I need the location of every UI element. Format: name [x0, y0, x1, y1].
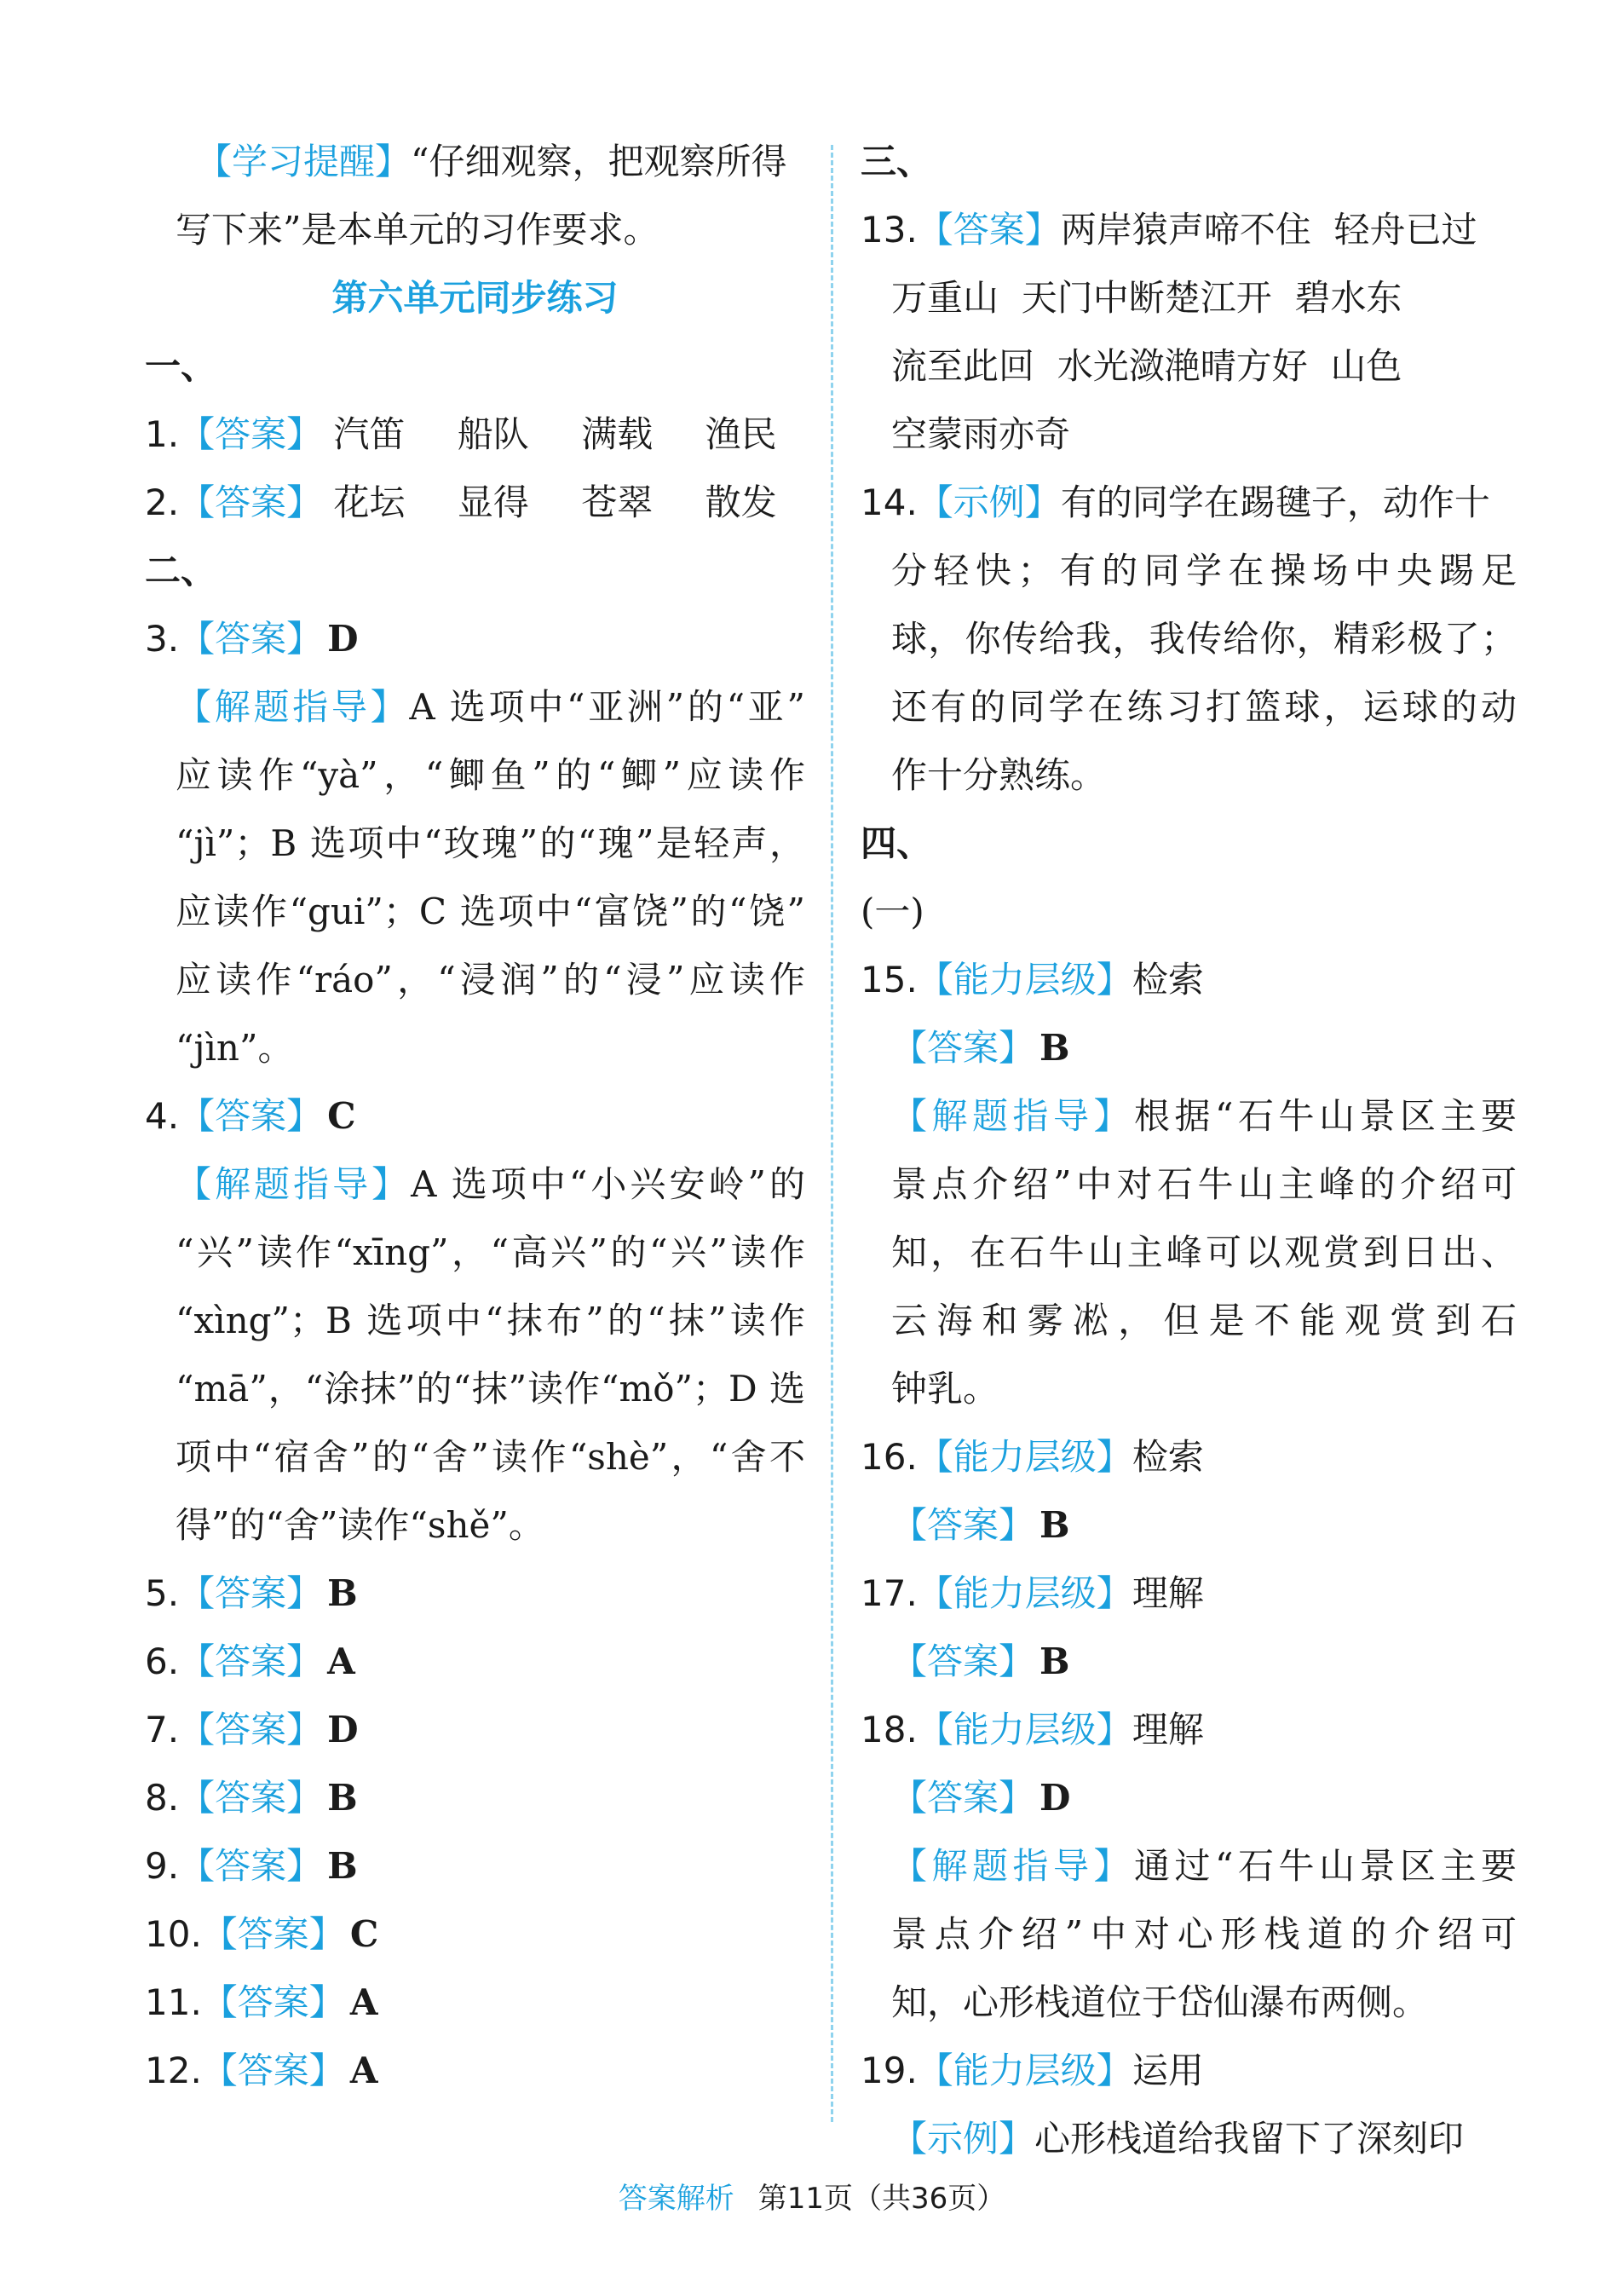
study-tip-line-2: 写下来”是本单元的习作要求。	[176, 209, 659, 251]
question-13-line: 万重山 天门中断楚江开 碧水东	[891, 277, 1402, 319]
question-15-answer: 【答案】 B	[891, 1027, 1070, 1069]
question-18-guide-line: 【解题指导】通过“石牛山景区主要	[891, 1845, 1517, 1887]
question-15-guide-line: 【解题指导】根据“石牛山景区主要	[891, 1095, 1517, 1137]
question-15-guide-line: 钟乳。	[891, 1368, 999, 1410]
subsection-heading: (一)	[861, 891, 924, 932]
question-3-guide-line: “jì”；B 选项中“玫瑰”的“瑰”是轻声，	[176, 822, 805, 864]
question-6: 6.【答案】 A	[145, 1641, 355, 1682]
unit-title: 第六单元同步练习	[331, 277, 619, 319]
question-18-guide-line: 知，心形栈道位于岱仙瀑布两侧。	[891, 1981, 1429, 2023]
page-number: 第11页（共36页）	[757, 2182, 1006, 2216]
question-5: 5.【答案】 B	[145, 1572, 358, 1614]
question-18-answer: 【答案】 D	[891, 1777, 1071, 1819]
question-14-line: 球，你传给我，我传给你，精彩极了；	[891, 618, 1517, 660]
question-14-line: 分轻快；有的同学在操场中央踢足	[891, 550, 1517, 591]
question-3-guide-line: 应读作“ráo”，“浸润”的“浸”应读作	[176, 959, 805, 1000]
question-3-guide-line: 应读作“gui”；C 选项中“富饶”的“饶”	[176, 891, 805, 932]
question-9: 9.【答案】 B	[145, 1845, 358, 1887]
question-4-guide-line: 得”的“舍”读作“shě”。	[176, 1504, 544, 1546]
question-4-guide-line: 【解题指导】A 选项中“小兴安岭”的	[176, 1163, 805, 1205]
question-4-guide-line: “mā”，“涂抹”的“抹”读作“mǒ”；D 选	[176, 1368, 805, 1410]
question-3-guide-line: “jìn”。	[176, 1027, 294, 1069]
question-15-guide-line: 景点介绍”中对石牛山主峰的介绍可	[891, 1163, 1517, 1205]
question-17: 17.【能力层级】理解	[861, 1572, 1204, 1614]
question-13: 13.【答案】两岸猿声啼不住 轻舟已过	[861, 209, 1477, 251]
question-4-guide-line: “兴”读作“xīng”，“高兴”的“兴”读作	[176, 1231, 805, 1273]
page-footer	[0, 2175, 1624, 2217]
question-13-line: 空蒙雨亦奇	[891, 413, 1071, 455]
question-1: 1.【答案】 汽笛 船队 满载 渔民	[145, 413, 777, 455]
study-tip-tag: 【学习提醒】	[196, 141, 412, 182]
question-15-guide-line: 云海和雾凇，但是不能观赏到石	[891, 1300, 1517, 1341]
section-3-heading: 三、	[861, 141, 933, 182]
question-13-line: 流至此回 水光潋滟晴方好 山色	[891, 345, 1402, 387]
question-2: 2.【答案】 花坛 显得 苍翠 散发	[145, 482, 777, 523]
question-17-answer: 【答案】 B	[891, 1641, 1070, 1682]
question-4: 4.【答案】 C	[145, 1095, 356, 1137]
question-4-guide-line: 项中“宿舍”的“舍”读作“shè”，“舍不	[176, 1436, 805, 1478]
question-7: 7.【答案】 D	[145, 1709, 359, 1750]
question-15: 15.【能力层级】检索	[861, 959, 1204, 1000]
question-4-guide-line: “xìng”；B 选项中“抹布”的“抹”读作	[176, 1300, 805, 1341]
question-14-line: 还有的同学在练习打篮球，运球的动	[891, 686, 1517, 728]
question-14-line: 作十分熟练。	[891, 754, 1107, 796]
section-2-heading: 二、	[145, 550, 217, 591]
right-column	[861, 128, 1517, 2173]
question-16: 16.【能力层级】检索	[861, 1436, 1204, 1478]
question-11: 11.【答案】 A	[145, 1981, 378, 2023]
section-4-heading: 四、	[861, 822, 933, 864]
question-18: 18.【能力层级】理解	[861, 1709, 1204, 1750]
section-1-heading: 一、	[145, 345, 217, 387]
question-14: 14.【示例】有的同学在踢毽子，动作十	[861, 482, 1490, 523]
question-8: 8.【答案】 B	[145, 1777, 358, 1819]
left-column	[145, 128, 805, 2105]
question-15-guide-line: 知，在石牛山主峰可以观赏到日出、	[891, 1231, 1517, 1273]
question-3: 3.【答案】 D	[145, 618, 359, 660]
question-12: 12.【答案】 A	[145, 2050, 378, 2091]
study-tip-line-1: 【学习提醒】“仔细观察，把观察所得	[196, 141, 787, 182]
question-3-guide-line: 应读作“yà”，“鲫鱼”的“鲫”应读作	[176, 754, 805, 796]
question-10: 10.【答案】 C	[145, 1913, 379, 1955]
question-18-guide-line: 景点介绍”中对心形栈道的介绍可	[891, 1913, 1517, 1955]
question-3-guide-line: 【解题指导】A 选项中“亚洲”的“亚”	[176, 686, 805, 728]
question-19: 19.【能力层级】运用	[861, 2050, 1204, 2091]
question-16-answer: 【答案】 B	[891, 1504, 1070, 1546]
column-divider	[831, 145, 833, 2122]
question-19-example: 【示例】心形栈道给我留下了深刻印	[891, 2118, 1465, 2160]
footer-brand: 答案解析	[618, 2182, 734, 2216]
